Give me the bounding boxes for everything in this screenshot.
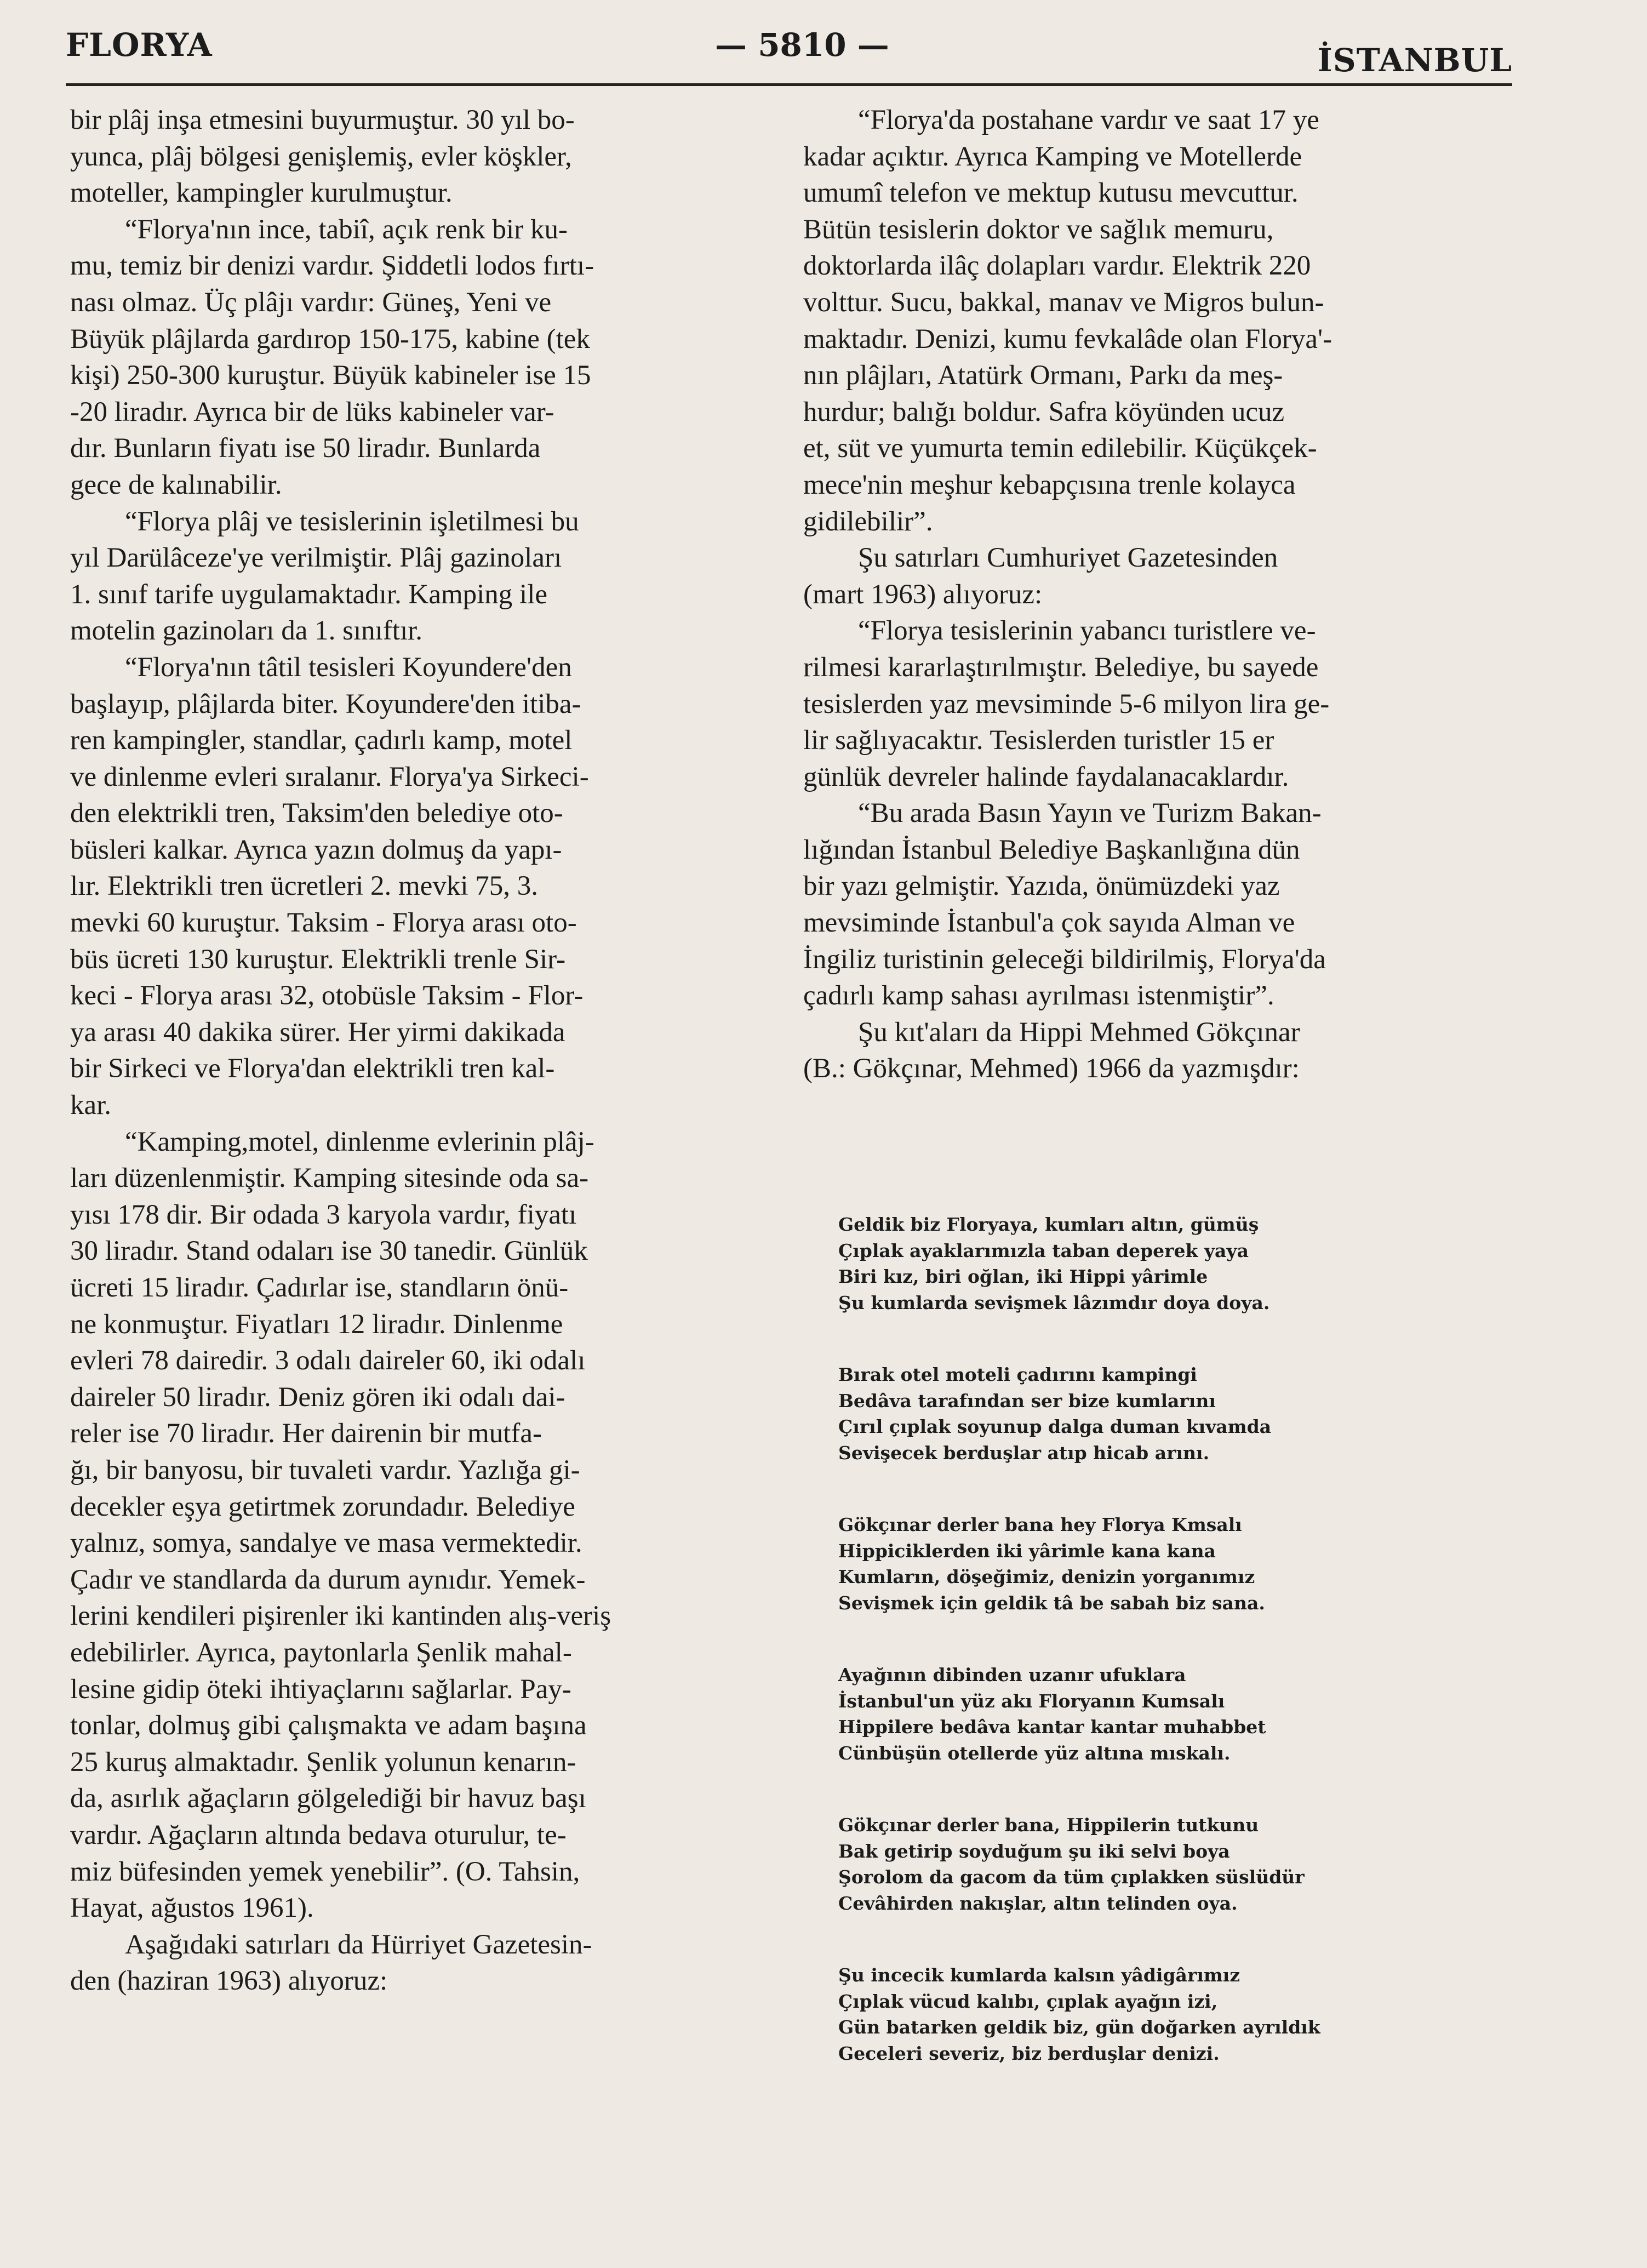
poem-stanza: Şu incecik kumlarda kalsın yâdigârımız Çıplak vücud kalıbı, çıplak ayağın izi, Gün batarken geldik biz, gün doğarken ayrıldık Geceleri severiz, biz berduşlar denizi.: [838, 1964, 1320, 2064]
page-header: [66, 26, 1512, 81]
paragraph: “Florya'nın tâtil tesisleri Koyundere'den başlayıp, plâjlarda biter. Koyundere'den itiba- ren kampingler, standlar, çadırlı kamp, motel ve dinlenme evleri sıralanır. Florya'ya Sirkeci- den elektrikli tren, Taksim'den belediye oto- büsleri kalkar. Ayrıca yazın dolmuş da yapı- lır. Elektrikli tren ücretleri 2. mevki 75, 3. mevki 60 kuruştur. Taksim - Florya arası oto- büs ücreti 130 kuruştur. Elektrikli trenle Sir- keci - Florya arası 32, otobüsle Taksim - Flor- ya arası 40 dakika sürer. Her yirmi dakikada bir Sirkeci ve Florya'dan elektrikli tren kal- kar.: [70, 652, 589, 1121]
poem: [838, 1212, 1496, 2112]
left-column: [70, 102, 773, 2000]
paragraph: Aşağıdaki satırları da Hürriyet Gazetesin- den (haziran 1963) alıyoruz:: [70, 1929, 592, 1997]
poem-stanza: Bırak otel moteli çadırını kampingi Bedâva tarafından ser bize kumlarını Çırıl çıplak soyunup dalga duman kıvamda Sevişecek berduşlar atıp hicab arını.: [838, 1364, 1272, 1464]
poem-stanza: Gökçınar derler bana, Hippilerin tutkunu Bak getirip soyduğum şu iki selvi boya Şorolom da gacom da tüm çıplakken süslüdür Cevâhirden nakışlar, altın telinden oya.: [838, 1814, 1305, 1914]
header-series-title: İSTANBUL: [1317, 42, 1512, 79]
paragraph: “Florya plâj ve tesislerinin işletilmesi bu yıl Darülâceze'ye verilmiştir. Plâj gazinoları 1. sınıf tarife uygulamaktadır. Kamping ile motelin gazinoları da 1. sınıftır.: [70, 506, 579, 647]
paragraph: “Florya'nın ince, tabiî, açık renk bir ku- mu, temiz bir denizi vardır. Şiddetli lodos fırtı- nası olmaz. Üç plâjı vardır: Güneş, Yeni ve Büyük plâjlarda gardırop 150-175, kabine (tek kişi) 250-300 kuruştur. Büyük kabineler ise 15 -20 liradır. Ayrıca bir de lüks kabineler var- dır. Bunların fiyatı ise 50 liradır. Bunlarda gece de kalınabilir.: [70, 214, 594, 500]
paragraph: “Bu arada Basın Yayın ve Turizm Bakan- lığından İstanbul Belediye Başkanlığına dün bir yazı gelmiştir. Yazıda, önümüzdeki yaz mevsiminde İstanbul'a çok sayıda Alman ve İngiliz turistinin geleceği bildirilmiş, Florya'da çadırlı kamp sahası ayrılması istenmiştir”.: [803, 798, 1326, 1012]
page-number: — 5810 —: [715, 26, 889, 64]
right-column: [803, 102, 1510, 1087]
header-section-title: FLORYA: [66, 26, 213, 64]
paragraph: “Florya tesislerinin yabancı turistlere ve- rilmesi kararlaştırılmıştır. Belediye, bu sayede tesislerden yaz mevsiminde 5-6 milyon lira ge- lir sağlıyacaktır. Tesislerden turistler 15 er günlük devreler halinde faydalanacaklardır.: [803, 615, 1330, 792]
poem-stanza: Gökçınar derler bana hey Florya Kmsalı Hippiciklerden iki yârimle kana kana Kumların, döşeğimiz, denizin yorganımız Sevişmek için geldik tâ be sabah biz sana.: [838, 1514, 1265, 1614]
header-rule: [66, 83, 1512, 86]
paragraph: Şu kıt'aları da Hippi Mehmed Gökçınar (B.: Gökçınar, Mehmed) 1966 da yazmışdır:: [803, 1016, 1300, 1084]
paragraph: Şu satırları Cumhuriyet Gazetesinden (mart 1963) alıyoruz:: [803, 542, 1278, 610]
poem-stanza: Geldik biz Floryaya, kumları altın, gümüş Çıplak ayaklarımızla taban deperek yaya Biri kız, biri oğlan, iki Hippi yârimle Şu kumlarda sevişmek lâzımdır doya doya.: [838, 1214, 1270, 1313]
paragraph: bir plâj inşa etmesini buyurmuştur. 30 yıl bo- yunca, plâj bölgesi genişlemiş, evler köşkler, moteller, kampingler kurulmuştur.: [70, 105, 575, 209]
paragraph: “Florya'da postahane vardır ve saat 17 ye kadar açıktır. Ayrıca Kamping ve Motellerde umumî telefon ve mektup kutusu mevcuttur. Bütün tesislerin doktor ve sağlık memuru, doktorlarda ilâç dolapları vardır. Elektrik 220 volttur. Sucu, bakkal, manav ve Migros bulun- maktadır. Denizi, kumu fevkalâde olan Florya'- nın plâjları, Atatürk Ormanı, Parkı da meş- hurdur; balığı boldur. Safra köyünden ucuz et, süt ve yumurta temin edilebilir. Küçükçek- mece'nin meşhur kebapçısına trenle kolayca gidilebilir”.: [803, 105, 1333, 537]
paragraph: “Kamping,motel, dinlenme evlerinin plâj- ları düzenlenmiştir. Kamping sitesinde oda sa- yısı 178 dir. Bir odada 3 karyola vardır, fiyatı 30 liradır. Stand odaları ise 30 tanedir. Günlük ücreti 15 liradır. Çadırlar ise, standların önü- ne konmuştur. Fiyatları 12 liradır. Dinlenme evleri 78 dairedir. 3 odalı daireler 60, iki odalı daireler 50 liradır. Deniz gören iki odalı dai- reler ise 70 liradır. Her dairenin bir mutfa- ğı, bir banyosu, bir tuvaleti vardır. Yazlığa gi- decekler eşya getirtmek zorundadır. Belediye yalnız, somya, sandalye ve masa vermektedir. Çadır ve standlarda da durum aynıdır. Yemek- lerini kendileri pişirenler iki kantinden alış-veriş edebilirler. Ayrıca, paytonlarla Şenlik mahal- lesine gidip öteki ihtiyaçlarını sağlarlar. Pay- tonlar, dolmuş gibi çalışmakta ve adam başına 25 kuruş almaktadır. Şenlik yolunun kenarın- da, asırlık ağaçların gölgelediği bir havuz başı vardır. Ağaçların altında bedava oturulur, te- miz büfesinden yemek yenebilir”. (O. Tahsin, Hayat, ağustos 1961).: [70, 1126, 611, 1924]
poem-stanza: Ayağının dibinden uzanır ufuklara İstanbul'un yüz akı Floryanın Kumsalı Hippilere bedâva kantar kantar muhabbet Cünbüşün otellerde yüz altına mıskalı.: [838, 1664, 1266, 1764]
